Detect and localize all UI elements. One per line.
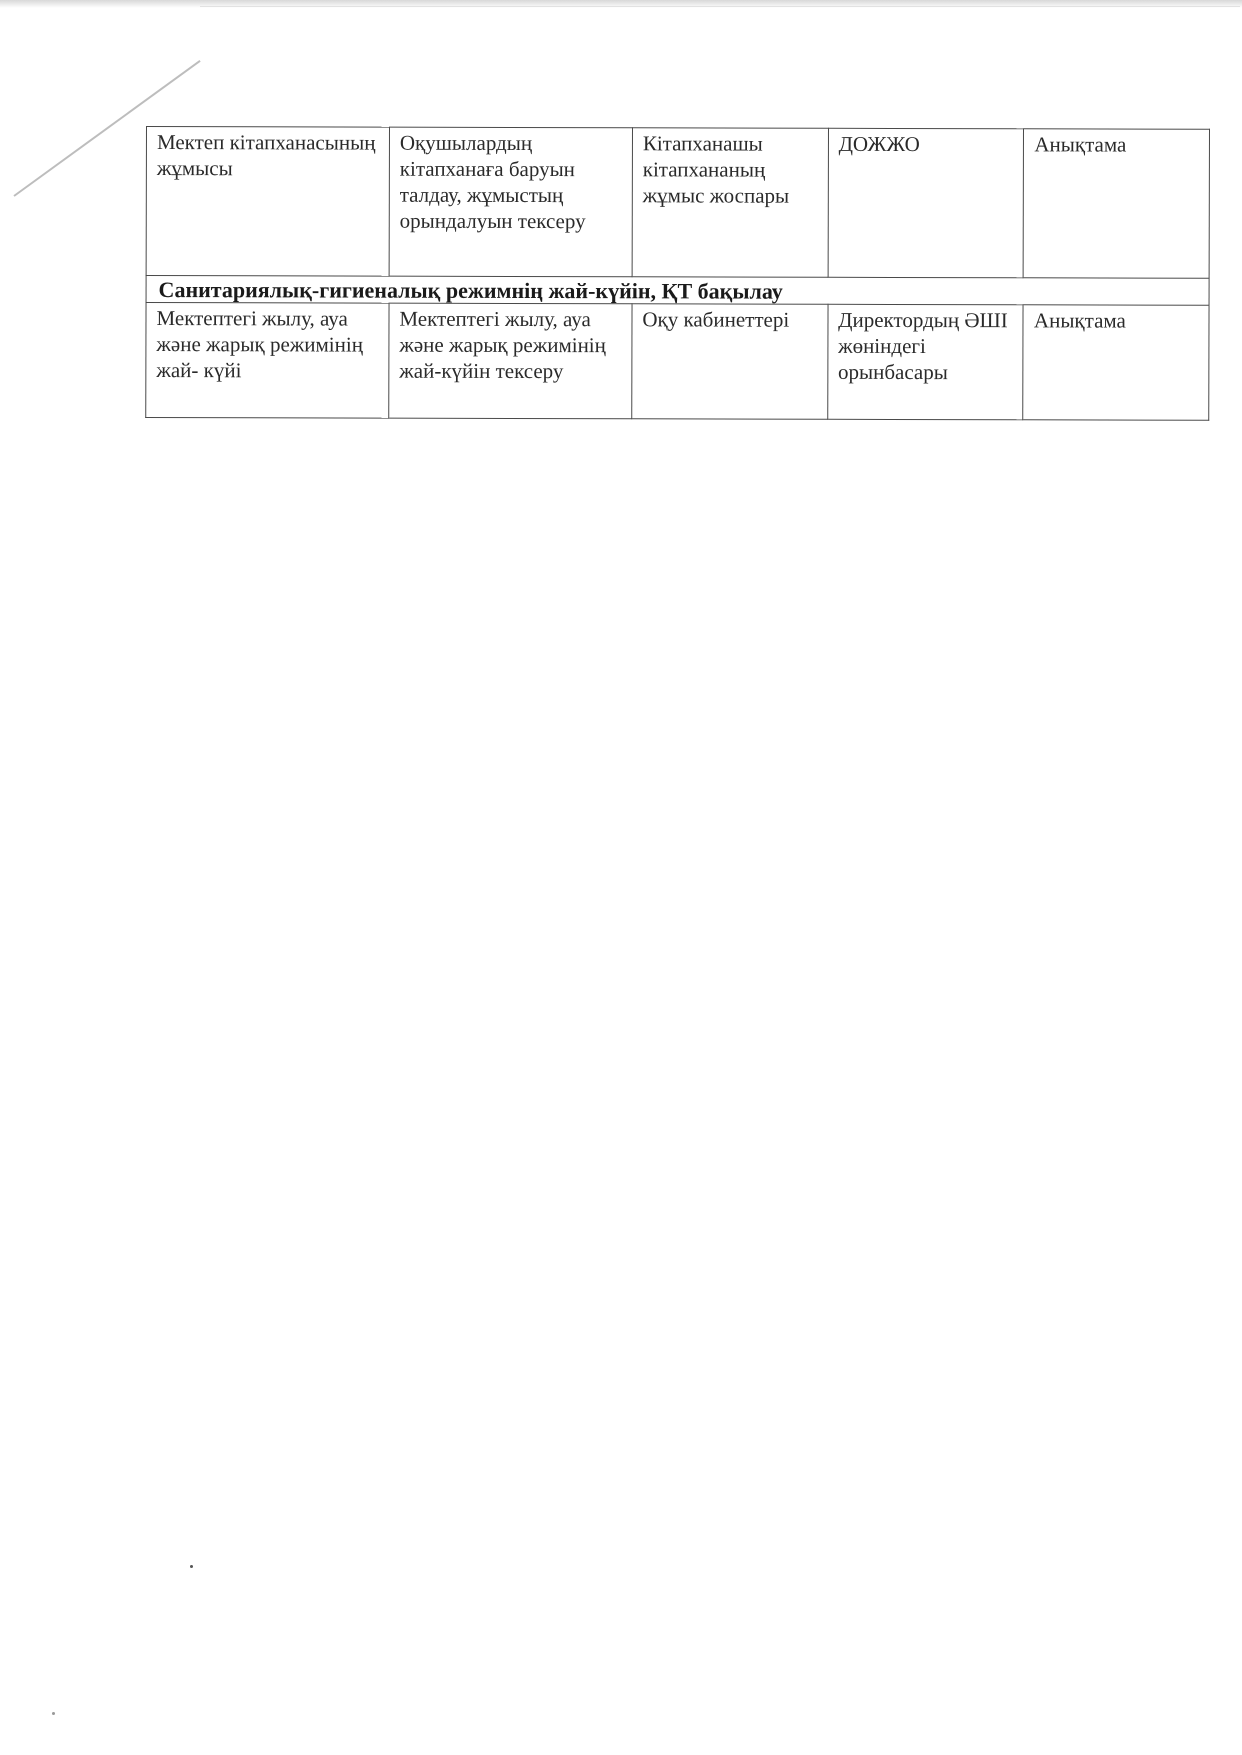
table-cell-result: Анықтама [1023,305,1209,420]
table-cell-responsible: ДОЖЖО [828,128,1024,278]
table-row [146,127,1209,279]
scan-speck [190,1565,193,1568]
table-cell-result: Анықтама [1024,129,1210,278]
section-title: Санитариялық-гигиеналық режимнің жай-күйін, ҚТ бақылау [146,276,1209,306]
table-section-row [146,276,1209,306]
scan-speck [52,1712,55,1715]
table-cell-subject: Мектептегі жылу, ауа және жарық режимінің жай- күйі [146,303,389,419]
table-cell-subject: Мектеп кітапханасының жұмысы [146,127,389,277]
scan-fold-line [200,6,1240,7]
control-plan-table [145,126,1210,421]
table-cell-purpose: Оқушылардың кітапханаға баруын талдау, жұмыстың орындалуын тексеру [389,127,632,277]
table-cell-responsible: Директордың ӘШІ жөніндегі орынбасары [827,304,1023,420]
table-cell-object: Оқу кабинеттері [632,304,828,420]
table-cell-object: Кітапханашы кітапхананың жұмыс жоспары [632,128,828,278]
table-row [146,303,1209,421]
table-cell-purpose: Мектептегі жылу, ауа және жарық режимінің жай-күйін тексеру [389,303,632,419]
